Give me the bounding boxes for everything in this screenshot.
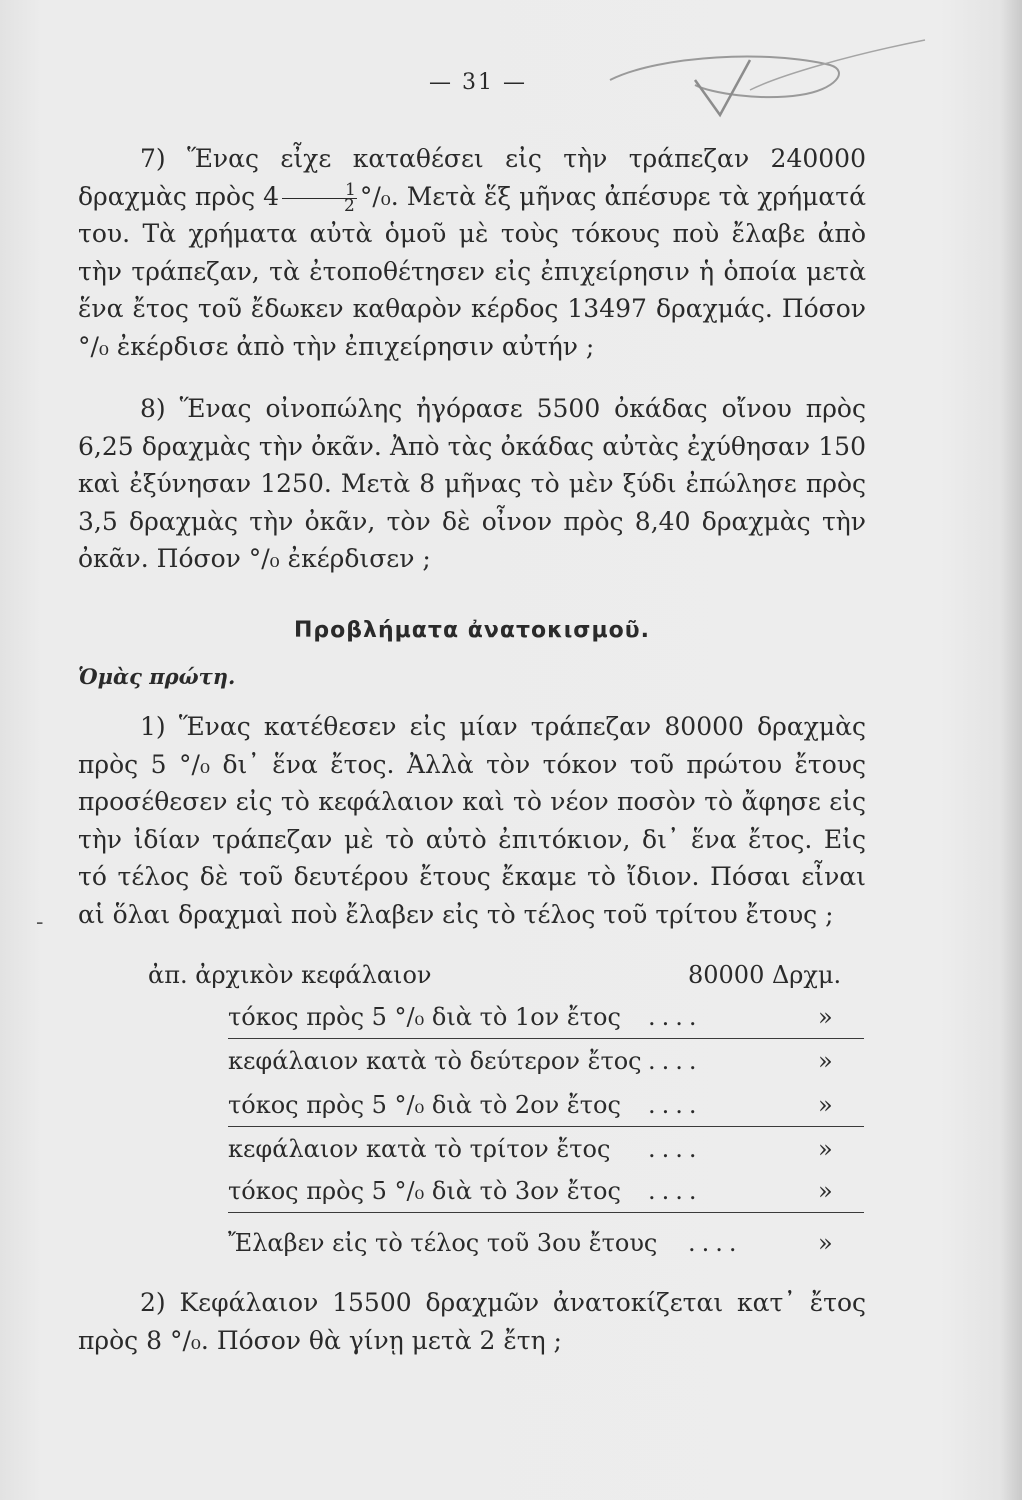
sum-rule (228, 1126, 864, 1127)
problem-1 (78, 708, 866, 933)
section-heading: Προβλήματα ἀνατοκισμοῦ. (294, 618, 650, 643)
calc-row: τόκος πρὸς 5 °/₀ διὰ τὸ 3ον ἔτος .... » (228, 1177, 833, 1205)
calc-row-initial (148, 958, 863, 992)
problem-8-text: 8) Ἕνας οἰνοπώλης ἠγόρασε 5500 ὀκάδας οἴνου πρὸς 6,25 δραχμὰς τὴν ὀκᾶν. Ἀπὸ τὰς ὀκάδας αὐτὰς ἐχύθησαν 150 καὶ ἐξύνησαν 1250. Μετὰ 8 μῆνας τὸ μὲν ξύδι ἐπώλησε πρὸς 3,5 δραχμὰς τὴν ὀκᾶν, τὸν δὲ οἶνον πρὸς 8,40 δραχμὰς τὴν ὀκᾶν. Πόσον °/₀ ἐκέρδισεν ; (78, 394, 866, 573)
calc-initial-amount: 80000 Δρχμ. (688, 961, 842, 989)
problem-2 (78, 1284, 866, 1359)
calc-initial-label: ἀπ. ἀρχικὸν κεφάλαιον (148, 961, 432, 989)
problem-1-text: 1) Ἕνας κατέθεσεν εἰς μίαν τράπεζαν 80000 δραχμὰς πρὸς 5 °/₀ δι᾽ ἕνα ἔτος. Ἀλλὰ τὸν τόκον τοῦ πρώτου ἔτους προσέθεσεν εἰς τὸ κεφάλαιον καὶ τὸ νέον ποσὸν τὸ ἄφησε εἰς τὴν ἰδίαν τράπεζαν μὲ τὸ αὐτὸ ἐπιτόκιον, δι᾽ ἕνα ἔτος. Εἰς τό τέλος δὲ τοῦ δευτέρου ἔτους ἔκαμε τὸ ἴδιον. Πόσαι εἶναι αἱ ὅλαι δραχμαὶ ποὺ ἔλαβεν εἰς τὸ τέλος τοῦ τρίτου ἔτους ; (78, 712, 866, 929)
group-label-wrap (78, 664, 235, 689)
problem-8 (78, 390, 866, 578)
calc-row: τόκος πρὸς 5 °/₀ διὰ τὸ 1ον ἔτος .... » (228, 1003, 833, 1031)
calc-row-total: Ἔλαβεν εἰς τὸ τέλος τοῦ 3ου ἔτους .... » (228, 1229, 833, 1257)
calc-row: κεφάλαιον κατὰ τὸ τρίτον ἔτος .... » (228, 1135, 833, 1163)
problem-2-text: 2) Κεφάλαιον 15500 δραχμῶν ἀνατοκίζεται κατ᾽ ἔτος πρὸς 8 °/₀. Πόσον θὰ γίνῃ μετὰ 2 ἔτη ; (78, 1288, 866, 1355)
sum-rule (228, 1212, 864, 1213)
section-heading-wrap (78, 618, 866, 643)
group-label: Ὁμὰς πρώτη. (78, 664, 236, 689)
calc-row: κεφάλαιον κατὰ τὸ δεύτερον ἔτος .... » (228, 1047, 833, 1075)
problem-7 (78, 140, 866, 365)
page-number: — 31 — (429, 70, 527, 95)
problem-7-text: 7) Ἕνας εἶχε καταθέσει εἰς τὴν τράπεζαν 240000 δραχμὰς πρὸς 4 (78, 144, 866, 211)
calc-row: τόκος πρὸς 5 °/₀ διὰ τὸ 2ον ἔτος .... » (228, 1091, 833, 1119)
sum-rule (228, 1038, 864, 1039)
problem-7-rest: °/₀. Μετὰ ἕξ μῆνας ἀπέσυρε τὰ χρήματά του. Τὰ χρήματα αὐτὰ ὁμοῦ μὲ τοὺς τόκους ποὺ ἔλαβε ἀπὸ τὴν τράπεζαν, τὰ ἐτοποθέτησεν εἰς ἐπιχείρησιν ἡ ὁποία μετὰ ἕνα ἔτος τοῦ ἔδωκεν καθαρὸν κέρδος 13497 δραχμάς. Πόσον °/₀ ἐκέρδισε ἀπὸ τὴν ἐπιχείρησιν αὐτήν ; (78, 181, 866, 361)
fraction-one-half: $\frac{1}{2}$ (282, 183, 357, 214)
margin-mark: - (36, 910, 44, 935)
